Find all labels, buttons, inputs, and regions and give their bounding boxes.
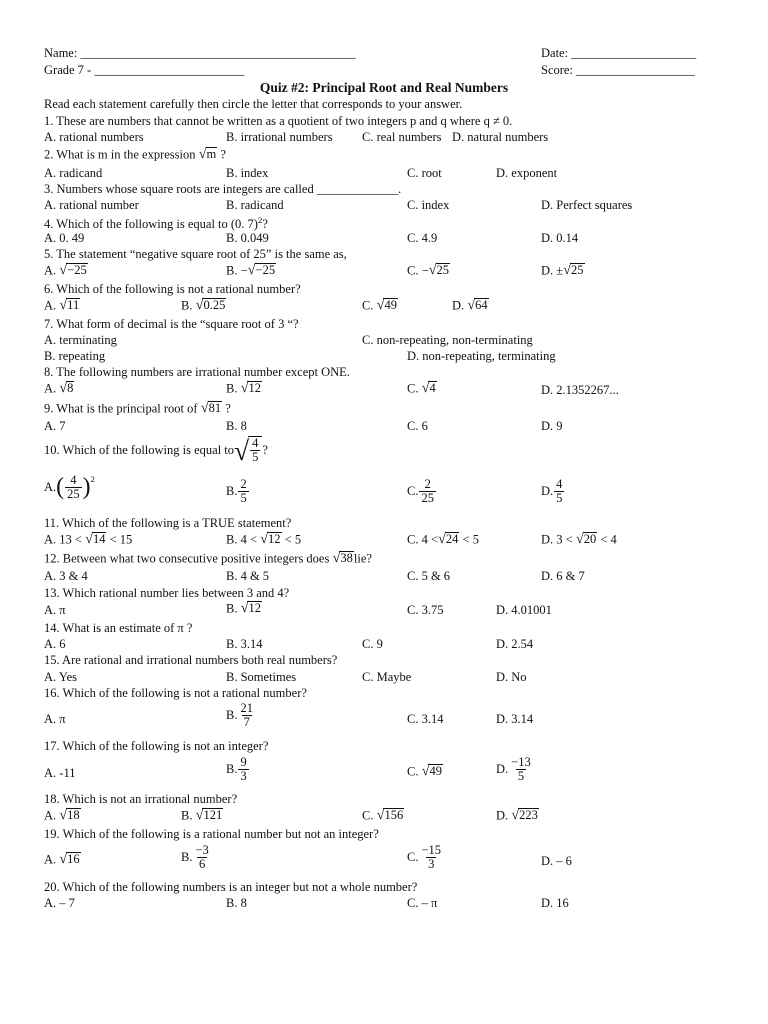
choice-letter: B. [226,762,238,777]
choice-suffix: < 4 [597,532,617,547]
q9-text: 9. What is the principal root of [44,401,201,416]
q5-choice-c[interactable] [407,263,450,278]
sqrt-expression: √ −25 [247,262,276,279]
date-field-label: Date: ____________________ [541,46,697,60]
quiz-title: Quiz #2: Principal Root and Real Numbers [259,80,509,95]
choice-letter: D. [541,484,554,499]
name-field-label: Name: ____________________________________________ [44,46,356,60]
fraction: $\frac{4}{25}$ [67,473,80,502]
choice-letter: B. − [226,263,248,278]
q6-choice-d[interactable] [452,298,489,313]
radicand: 121 [203,808,223,822]
q14-choice-b[interactable]: B. 3.14 [226,637,263,651]
radicand: 12 [268,532,281,546]
q14-choice-d[interactable]: D. 2.54 [496,637,534,651]
q19-choice-c[interactable] [407,844,444,871]
exponent: 2 [90,474,95,484]
q7-choice-d[interactable]: D. non-repeating, terminating [407,349,556,363]
fraction: $\frac{21}{7}$ [240,701,253,730]
radicand: 12 [248,381,261,395]
q17-choice-b[interactable] [226,756,250,783]
q7-choice-c[interactable]: C. non-repeating, non-terminating [362,333,533,347]
q7-choice-b[interactable]: B. repeating [44,349,106,363]
q11-choice-a[interactable] [44,532,132,547]
choice-letter: B. [226,601,241,616]
q1-choice-c[interactable]: C. real numbers [362,130,442,144]
question-18: 18. Which is not an irrational number? [44,792,238,806]
sqrt-expression: √ 8 [59,380,74,397]
choice-letter: C. [362,298,377,313]
q3-choice-a[interactable]: A. rational number [44,198,139,212]
q2-choice-a[interactable]: A. radicand [44,166,103,180]
q18-choice-a[interactable] [44,808,81,823]
fraction: $\frac{-15}{3}$ [421,843,442,872]
q13-choice-b[interactable] [226,601,262,616]
choice-suffix: < 15 [106,532,133,547]
question-15: 15. Are rational and irrational numbers both real numbers? [44,653,338,667]
radicand: −25 [255,263,276,277]
radicand: 16 [67,852,80,866]
fraction: $\frac{4}{5}$ [556,477,563,506]
q15-choice-b[interactable]: B. Sometimes [226,670,297,684]
q11-choice-b[interactable] [226,532,301,547]
q12-choice-b[interactable]: B. 4 & 5 [226,569,270,583]
choice-letter: A. [44,480,57,495]
sqrt-expression: √ 4 [421,380,436,397]
question-12 [44,551,372,566]
q17-choice-c[interactable] [407,764,443,779]
fraction: $\frac{4}{5}$ [252,436,259,465]
q6-choice-b[interactable] [181,298,226,313]
radicand: 11 [67,298,80,312]
choice-letter: B. [181,808,196,823]
choice-letter: D. [496,808,512,823]
question-10 [44,436,268,464]
q13-choice-a[interactable]: A. π [44,603,66,617]
left-paren: ( [56,473,65,500]
radicand: 38 [340,551,353,565]
q12-text: 12. Between what two consecutive positive integers does [44,551,333,566]
sqrt-expression: √ 16 [59,851,80,868]
q9-choice-d[interactable]: D. 9 [541,419,563,433]
grade-field-label: Grade 7 - ________________________ [44,63,245,77]
sqrt-expression: √ 12 [240,600,261,617]
question-11: 11. Which of the following is a TRUE statement? [44,516,292,530]
sqrt-expression: √ 121 [195,807,223,824]
radicand: 49 [429,764,442,778]
question-6: 6. Which of the following is not a rational number? [44,282,301,296]
choice-prefix: D. 3 < [541,532,576,547]
radicand: 223 [519,808,538,822]
radicand: 12 [248,601,261,615]
q7-choice-a[interactable]: A. terminating [44,333,117,347]
q19-choice-d[interactable]: D. – 6 [541,854,572,868]
radicand: 18 [67,808,80,822]
q9-choice-a[interactable]: A. 7 [44,419,66,433]
exponent: 2 [257,215,263,225]
q20-choice-a[interactable]: A. – 7 [44,896,75,910]
choice-letter: D. [496,762,509,777]
q17-choice-a[interactable]: A. -11 [44,766,76,780]
q8-choice-b[interactable] [226,381,262,396]
question-13: 13. Which rational number lies between 3 and 4? [44,586,290,600]
choice-letter: B. [181,850,193,865]
q2-choice-c[interactable]: C. root [407,166,442,180]
q12-choice-c[interactable]: C. 5 & 6 [407,569,451,583]
q15-choice-c[interactable]: C. Maybe [362,670,412,684]
choice-letter: A. [44,298,60,313]
radicand: 4 [429,381,436,395]
sqrt-expression: √ 49 [421,763,442,780]
fraction: $\frac{9}{3}$ [240,755,247,784]
q20-choice-d[interactable]: D. 16 [541,896,569,910]
q1-choice-b[interactable]: B. irrational numbers [226,130,333,144]
sqrt-expression: √ 81 [200,400,222,417]
sqrt-expression: √ m [198,146,217,163]
radicand: −25 [67,263,87,277]
choice-letter: D. ± [541,263,564,278]
score-field-label: Score: ___________________ [541,63,695,77]
q6-choice-c[interactable] [362,298,398,313]
sqrt-expression: √ 12 [240,380,261,397]
question-8: 8. The following numbers are irrational number except ONE. [44,365,350,379]
q4-choice-d[interactable]: D. 0.14 [541,231,579,245]
q14-choice-a[interactable]: A. 6 [44,637,66,651]
question-17: 17. Which of the following is not an integer? [44,739,269,753]
sqrt-expression: √ 18 [59,807,80,824]
question-9 [44,401,231,416]
q12-text-end: lie? [353,551,372,566]
q20-choice-b[interactable]: B. 8 [226,896,247,910]
radicand: 49 [384,298,397,312]
question-3: 3. Numbers whose square roots are integers are called _____________. [44,182,402,196]
question-4 [44,215,268,232]
q10-choice-c[interactable] [407,478,437,505]
radicand: 156 [384,808,404,822]
q9-choice-c[interactable]: C. 6 [407,419,428,433]
q16-choice-b[interactable] [226,702,256,729]
q10-text: 10. Which of the following is equal to [44,442,235,457]
q9-choice-b[interactable]: B. 8 [226,419,247,433]
choice-suffix: < 5 [281,532,302,547]
q2-text-end: ? [217,147,226,162]
choice-letter: C. [407,484,419,499]
q10-choice-d[interactable] [541,478,565,505]
q15-choice-d[interactable]: D. No [496,670,527,684]
choice-prefix: C. 4 < [407,532,439,547]
choice-letter: C. [407,381,422,396]
question-20: 20. Which of the following numbers is an integer but not a whole number? [44,880,418,894]
choice-letter: B. [226,381,241,396]
q8-choice-c[interactable] [407,381,437,396]
q2-choice-b[interactable]: B. index [226,166,269,180]
q13-choice-c[interactable]: C. 3.75 [407,603,444,617]
sqrt-expression: √ 49 [376,297,397,314]
sqrt-expression: √ 223 [511,807,538,824]
choice-letter: A. [44,852,60,867]
q6-choice-a[interactable] [44,298,80,313]
question-2 [44,147,226,162]
sqrt-expression: √ −25 [59,262,87,279]
radicand: m [206,147,217,161]
choice-letter: B. [226,708,238,723]
q4-choice-c[interactable]: C. 4.9 [407,231,438,245]
q16-choice-a[interactable]: A. π [44,712,66,726]
sqrt-expression: √ 38 [332,550,353,567]
q16-choice-c[interactable]: C. 3.14 [407,712,444,726]
q4-text: 4. Which of the following is equal to (0. 7) [44,217,258,232]
radicand: 20 [583,532,597,546]
question-16: 16. Which of the following is not a rational number? [44,686,307,700]
q9-text-end: ? [222,401,231,416]
choice-letter: C. [407,850,419,865]
q2-choice-d[interactable]: D. exponent [496,166,558,180]
q11-choice-c[interactable] [407,532,479,547]
sqrt-expression: √ 25 [563,262,584,279]
q16-choice-d[interactable]: D. 3.14 [496,712,534,726]
q4-choice-b[interactable]: B. 0.049 [226,231,269,245]
sqrt-expression: √ 0.25 [195,297,226,314]
choice-letter: C. [362,808,377,823]
q14-choice-c[interactable]: C. 9 [362,637,383,651]
choice-letter: C. [407,764,422,779]
choice-letter: A. [44,263,60,278]
radicand: 81 [208,401,222,415]
question-1: 1. These are numbers that cannot be written as a quotient of two integers p and q where q ≠ 0. [44,114,513,128]
right-paren: ) [82,473,91,500]
sqrt-expression: √ 156 [376,807,404,824]
q18-choice-b[interactable] [181,808,223,823]
q11-choice-d[interactable] [541,532,617,547]
fraction: $\frac{2}{5}$ [240,477,247,506]
q10-choice-a[interactable] [44,474,95,501]
question-5: 5. The statement “negative square root of 25” is the same as, [44,247,347,261]
q10-text-end: ? [262,442,268,457]
q1-choice-d[interactable]: D. natural numbers [452,130,549,144]
q8-choice-d[interactable]: D. 2.1352267... [541,383,619,397]
choice-prefix: A. 13 < [44,532,86,547]
sqrt-expression: √ $\frac{4}{5}$ [234,436,262,464]
choice-suffix: < 5 [459,532,479,547]
q15-choice-a[interactable]: A. Yes [44,670,78,684]
question-14: 14. What is an estimate of π ? [44,621,193,635]
q4-choice-a[interactable]: A. 0. 49 [44,231,85,245]
choice-letter: B. [226,484,238,499]
radicand: 24 [445,532,459,546]
sqrt-expression: √ 24 [438,531,459,548]
choice-letter: B. [181,298,196,313]
choice-letter: A. [44,808,60,823]
radicand: 8 [67,381,74,395]
q12-choice-d[interactable]: D. 6 & 7 [541,569,585,583]
choice-letter: A. [44,381,60,396]
q12-choice-a[interactable]: A. 3 & 4 [44,569,88,583]
q4-text-end: ? [262,217,268,232]
radicand: 0.25 [203,298,226,312]
q19-choice-b[interactable] [181,844,212,871]
q13-choice-d[interactable]: D. 4.01001 [496,603,552,617]
sqrt-expression: √ 14 [85,531,106,548]
question-19: 19. Which of the following is a rational number but not an integer? [44,827,379,841]
q5-choice-b[interactable] [226,263,276,278]
sqrt-expression: √ 20 [575,531,597,548]
question-7: 7. What form of decimal is the “square root of 3 “? [44,317,299,331]
q8-choice-a[interactable] [44,381,74,396]
sqrt-expression: √ 12 [260,531,281,548]
radicand: 25 [571,263,584,277]
choice-prefix: B. 4 < [226,532,261,547]
choice-letter: C. − [407,263,429,278]
q1-choice-a[interactable]: A. rational numbers [44,130,144,144]
q18-choice-c[interactable] [362,808,404,823]
q3-choice-d[interactable]: D. Perfect squares [541,198,633,212]
q20-choice-c[interactable]: C. – π [407,896,438,910]
q18-choice-d[interactable] [496,808,539,823]
choice-letter: D. [452,298,468,313]
q5-choice-a[interactable] [44,263,88,278]
fraction: $\frac{-13}{5}$ [511,755,531,784]
q19-choice-a[interactable] [44,852,81,867]
radicand: 25 [436,263,450,277]
radicand: 14 [92,532,106,546]
fraction: $\frac{-3}{6}$ [195,843,209,872]
q5-choice-d[interactable] [541,263,585,278]
q17-choice-d[interactable] [496,756,534,783]
q3-choice-b[interactable]: B. radicand [226,198,284,212]
sqrt-expression: √ 25 [428,262,450,279]
sqrt-expression: √ 64 [467,297,488,314]
q2-text: 2. What is m in the expression [44,147,199,162]
q3-choice-c[interactable]: C. index [407,198,450,212]
q10-choice-b[interactable] [226,478,250,505]
radicand: 64 [475,298,488,312]
instructions: Read each statement carefully then circle the letter that corresponds to your answer. [44,97,463,111]
sqrt-expression: √ 11 [59,297,80,314]
fraction: $\frac{2}{25}$ [421,477,434,506]
